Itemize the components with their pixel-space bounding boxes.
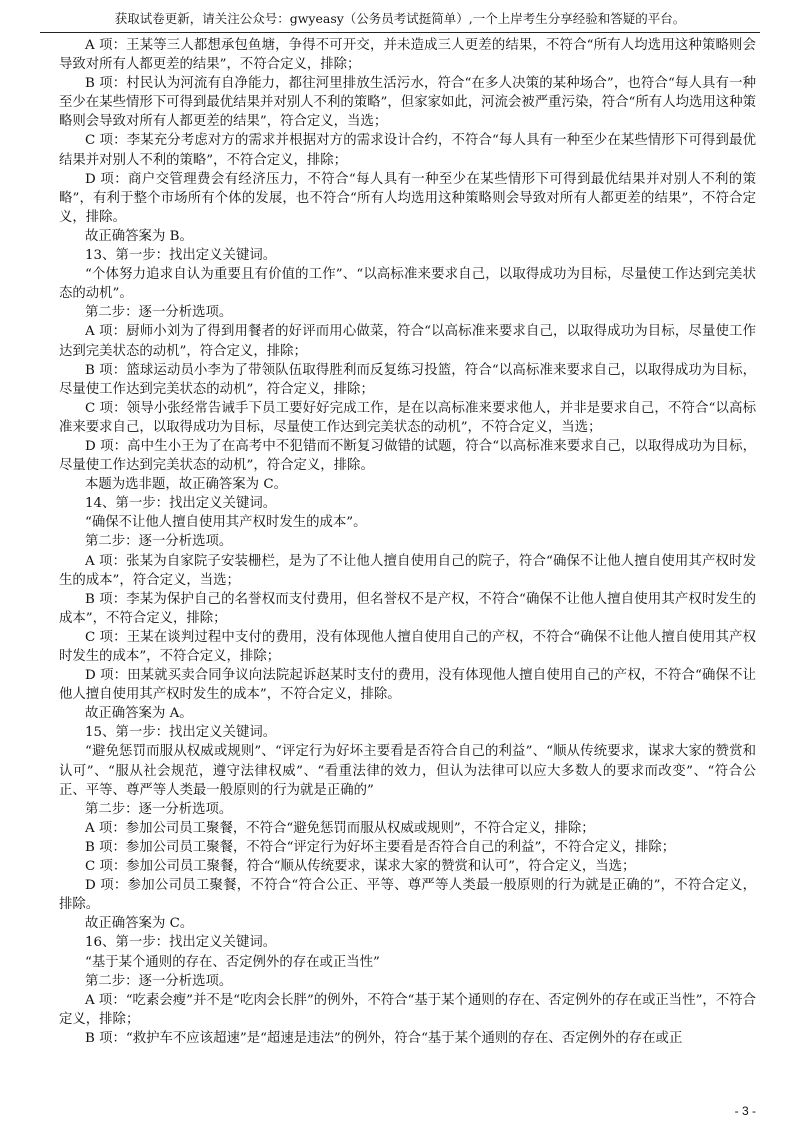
- paragraph: B 项：参加公司员工聚餐，不符合“评定行为好坏主要看是否符合自己的利益”，不符合定义，排除；: [85, 839, 676, 855]
- keyword-quote: “个体努力追求自认为重要且有价值的工作”、“以高标准来要求自己，以取得成功为目标，尽量使工作达到完美状态的动机”。: [59, 267, 756, 302]
- answer-line: 故正确答案为 C。: [85, 916, 194, 932]
- paragraph: A 项：厨师小刘为了得到用餐者的好评而用心做菜，符合“以高标准来要求自己，以取得成功为目标，尽量使工作达到完美状态的动机”，符合定义，排除；: [59, 324, 756, 359]
- paragraph: D 项：商户交管理费会有经济压力，不符合“每人具有一种至少在某些情形下可得到最优结果并对别人不利的策略”，有利于整个市场所有个体的发展，也不符合“所有人均选用这种策略则会导致对所有人都更差的结果”，不符合定义，排除。: [59, 171, 756, 225]
- paragraph: A 项：“吃素会瘦”并不是“吃肉会长胖”的例外，不符合“基于某个通则的存在、否定例外的存在或正当性”，不符合定义，排除；: [59, 992, 756, 1027]
- keyword-quote: “确保不让他人擅自使用其产权时发生的成本”。: [85, 515, 367, 531]
- keyword-quote: “避免惩罚而服从权威或规则”、“评定行为好坏主要看是否符合自己的利益”、“顺从传统要求，谋求大家的赞赏和认可”、“服从社会规范，遵守法律权威”、“看重法律的效力，但认为法律可以应大多数人的要求而改变”、“符合公正、平等、尊严等人类最一般原则的行为就是正确的”: [59, 744, 756, 798]
- paragraph: B 项：篮球运动员小李为了带领队伍取得胜利而反复练习投篮，符合“以高标准来要求自己，以取得成功为目标，尽量使工作达到完美状态的动机”，符合定义，排除；: [59, 362, 756, 397]
- step-heading: 第二步：逐一分析选项。: [85, 305, 233, 321]
- step-heading: 第二步：逐一分析选项。: [85, 534, 233, 550]
- paragraph: A 项：张某为自家院子安装栅栏，是为了不让他人擅自使用自己的院子，符合“确保不让他人擅自使用其产权时发生的成本”，符合定义，当选；: [59, 553, 756, 588]
- question-heading: 15、第一步：找出定义关键词。: [85, 725, 277, 741]
- paragraph: D 项：田某就买卖合同争议向法院起诉赵某时支付的费用，没有体现他人擅自使用自己的产权，不符合“确保不让他人擅自使用其产权时发生的成本”，不符合定义，排除。: [59, 668, 756, 703]
- page-header: 获取试卷更新，请关注公众号：gwyeasy（公务员考试挺简单）,一个上岸考生分享经验和答疑的平台。: [40, 6, 760, 33]
- paragraph: C 项：王某在谈判过程中支付的费用，没有体现他人擅自使用自己的产权，不符合“确保不让他人擅自使用其产权时发生的成本”，不符合定义，排除；: [59, 629, 756, 664]
- page-number: - 3 -: [734, 1104, 756, 1118]
- document-body: [59, 36, 756, 1048]
- paragraph: D 项：高中生小王为了在高考中不犯错而不断复习做错的试题，符合“以高标准来要求自己，以取得成功为目标，尽量使工作达到完美状态的动机”，符合定义，排除。: [59, 438, 756, 474]
- step-heading: 第二步：逐一分析选项。: [85, 973, 233, 989]
- keyword-quote: “基于某个通则的存在、否定例外的存在或正当性”: [85, 954, 380, 970]
- paragraph: A 项：参加公司员工聚餐，不符合“避免惩罚而服从权威或规则”，不符合定义，排除；: [85, 820, 595, 836]
- paragraph: B 项：“救护车不应该超速”是“超速是违法”的例外，符合“基于某个通则的存在、否定例外的存在或正: [85, 1030, 683, 1046]
- answer-line: 故正确答案为 A。: [85, 706, 193, 722]
- paragraph: C 项：参加公司员工聚餐，符合“顺从传统要求，谋求大家的赞赏和认可”，符合定义，当选；: [85, 859, 636, 875]
- paragraph: C 项：领导小张经常告诫手下员工要好好完成工作，是在以高标准来要求他人，并非是要求自己，不符合“以高标准来要求自己，以取得成功为目标，尽量使工作达到完美状态的动机”，不符合定义，当选；: [59, 400, 756, 435]
- step-heading: 第二步：逐一分析选项。: [85, 801, 233, 817]
- paragraph: B 项：村民认为河流有自净能力，都往河里排放生活污水，符合“在多人决策的某种场合”，也符合“每人具有一种至少在某些情形下可得到最优结果并对别人不利的策略”，但家家如此，河流会被严重污染，符合“所有人均选用这种策略则会导致对所有人都更差的结果”，符合定义，当选；: [59, 76, 756, 130]
- paragraph: D 项：参加公司员工聚餐，不符合“符合公正、平等、尊严等人类最一般原则的行为就是正确的”，不符合定义，排除。: [59, 878, 756, 913]
- question-heading: 13、第一步：找出定义关键词。: [85, 248, 277, 264]
- question-heading: 16、第一步：找出定义关键词。: [85, 935, 277, 951]
- paragraph: A 项：王某等三人都想承包鱼塘，争得不可开交，并未造成三人更差的结果，不符合“所有人均选用这种策略则会导致对所有人都更差的结果”，不符合定义，排除；: [59, 38, 756, 73]
- question-heading: 14、第一步：找出定义关键词。: [85, 496, 277, 512]
- paragraph: B 项：李某为保护自己的名誉权而支付费用，但名誉权不是产权，不符合“确保不让他人擅自使用其产权时发生的成本”，不符合定义，排除；: [59, 591, 756, 626]
- answer-line: 本题为选非题，故正确答案为 C。: [85, 477, 287, 493]
- paragraph: C 项：李某充分考虑对方的需求并根据对方的需求设计合约，不符合“每人具有一种至少在某些情形下可得到最优结果并对别人不利的策略”，不符合定义，排除；: [59, 133, 756, 168]
- answer-line: 故正确答案为 B。: [85, 228, 193, 244]
